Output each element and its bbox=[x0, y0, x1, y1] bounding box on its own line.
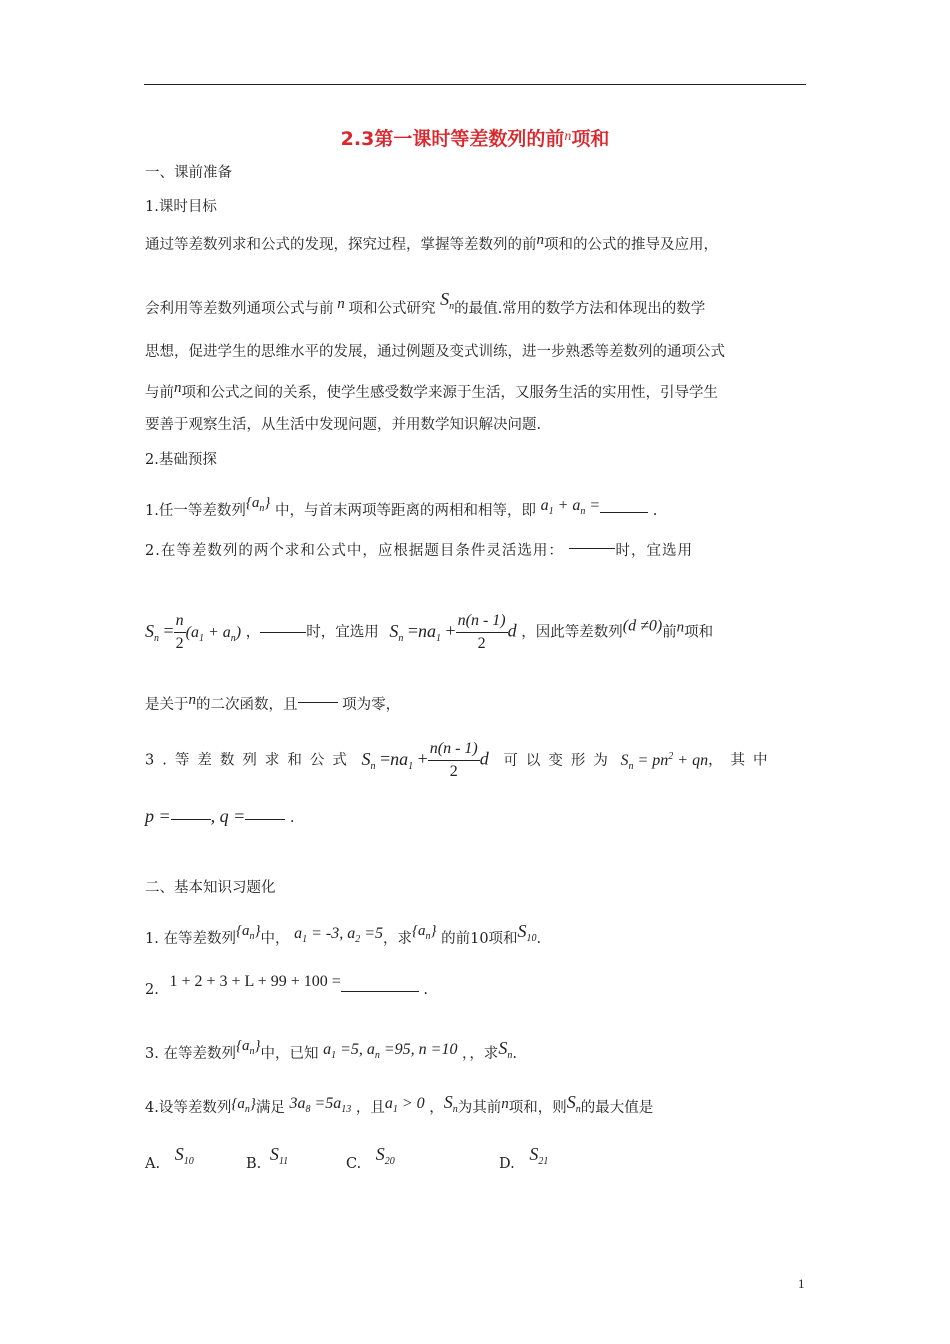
para1-line1: 通过等差数列求和公式的发现，探究过程，掌握等差数列的前n项和的公式的推导及应用， bbox=[145, 232, 718, 253]
option-d: D. $S_{21}$ bbox=[499, 1144, 549, 1172]
para1-line3: 思想，促进学生的思维水平的发展，通过例题及变式训练，进一步熟悉等差数列的通项公式 bbox=[145, 344, 725, 360]
para1-line2: 会利用等差数列通项公式与前 n 项和公式研究 $S_n$的最值.常用的数学方法和体现出的数学 bbox=[145, 289, 706, 317]
question-3-line1: 3.等差数列求和公式 $S_n =na_1$ + $\frac{n(n - 1)}{2}$ d 可以变形为 $S_n = pn^2$ + qn，其中 bbox=[145, 740, 776, 780]
header-rule bbox=[144, 84, 806, 85]
question-2-line2: $S_n$ = $\frac{n}{2}$ $(a_1 + a_n)$ ， 时，宜选用 $S_n =na_1$ + $\frac{n(n - 1)}{2}$ d ，因此等差数列(d ≠0)前n项和 bbox=[145, 612, 714, 652]
question-1: 1.任一等差数列$\{a_n\}$ 中，与首末两项等距离的两相和相等，即 $a_1 + a_n$ = . bbox=[145, 495, 658, 519]
exercise-4: 4.设等差数列$\{a_n\}$满足 $3a_8 =5a_{13}$ ，且$a_1 > 0$ ，$S_n$为其前n项和，则$S_n$的最大值是 bbox=[145, 1092, 654, 1116]
option-c: C. $S_{20}$ bbox=[346, 1144, 395, 1172]
para1-line5: 要善于观察生活，从生活中发现问题，并用数学知识解决问题. bbox=[145, 417, 542, 433]
section-2-heading: 二、基本知识习题化 bbox=[145, 880, 276, 896]
title-suffix: 项和 bbox=[571, 128, 610, 150]
title-var: n bbox=[564, 129, 572, 144]
section-1-1-heading: 1.课时目标 bbox=[145, 199, 217, 215]
exercise-1: 1. 在等差数列$\{a_n\}$中， $a_1 = -3$, $a_2 =5$，求$\{a_n\}$ 的前10项和$S_{10}$. bbox=[145, 921, 542, 947]
title-prefix: 2.3第一课时等差数列的前 bbox=[340, 128, 565, 150]
question-3-line2: p = , q = . bbox=[145, 806, 295, 826]
option-b: B. $S_{11}$ bbox=[246, 1144, 289, 1172]
section-1-heading: 一、课前准备 bbox=[145, 165, 232, 181]
page-title bbox=[0, 124, 950, 151]
question-2-line3: 是关于n的二次函数，且 项为零， bbox=[145, 692, 401, 713]
question-2-line1: 2.在等差数列的两个求和公式中，应根据题目条件灵活选用： 时，宜选用 bbox=[145, 543, 693, 559]
option-a: A. $S_{10}$ bbox=[145, 1144, 194, 1172]
page-number: 1 bbox=[798, 1276, 805, 1291]
section-1-2-heading: 2.基础预探 bbox=[145, 452, 217, 468]
exercise-3: 3. 在等差数列$\{a_n\}$中，已知 $a_1 =5$, $a_n =95$, n =10 ，，求$S_n$. bbox=[145, 1038, 517, 1062]
para1-line4: 与前n项和公式之间的关系，使学生感受数学来源于生活，又服务生活的实用性，引导学生 bbox=[145, 380, 718, 401]
exercise-2: 2. 1 + 2 + 3 + L + 99 + 100 = . bbox=[145, 973, 428, 998]
